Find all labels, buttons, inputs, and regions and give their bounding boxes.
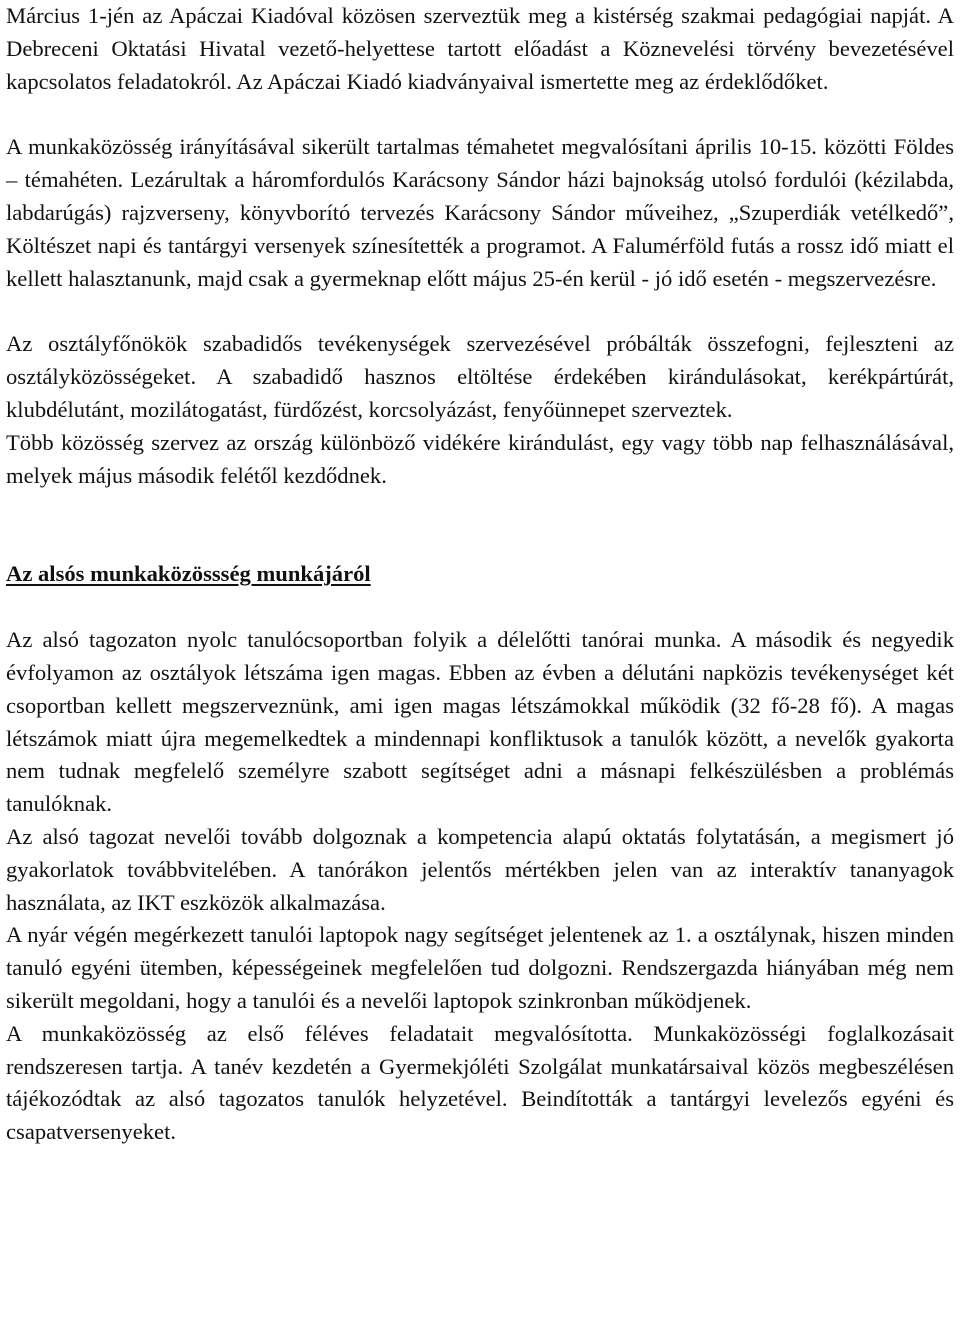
paragraph-student-laptops: A nyár végén megérkezett tanulói laptopok nagy segítséget jelentenek az 1. a osztálynak, hiszen minden tanuló egyéni ütemben, képességeinek megfelelően tud dolgozni. Rendszergazda hiányában még nem sikerült megoldani, hogy a tanulói és a nevelői laptopok szinkronban működjenek. [6,922,954,1013]
paragraph-lower-grades-work: Az alsó tagozaton nyolc tanulócsoportban folyik a délelőtti tanórai munka. A második és negyedik évfolyamon az osztályok létszáma igen magas. Ebben az évben a délutáni napközis tevékenységet két csoportban kellett megszerveznünk, ami igen magas létszámokkal működik (32 fő-28 fő). A magas létszámok miatt újra megemelkedtek a mindennapi konfliktusok a tanulók között, a nevelők gyakorta nem tudnak megfelelő személyre szabott segítséget adni a másnapi felkészülésben a problémás tanulóknak. [6,627,954,817]
paragraph-semester-tasks: A munkaközösség az első féléves feladatait megvalósította. Munkaközösségi foglalkozásait rendszeresen tartja. A tanév kezdetén a Gyermekjóléti Szolgálat munkatársaival közös megbeszélésen tájékozódtak az alsó tagozatos tanulók helyzetével. Beindították a tantárgyi levelezős egyéni és csapatversenyeket. [6,1020,954,1145]
paragraph-class-teachers: Az osztályfőnökök szabadidős tevékenységek szervezésével próbálták összefogni, fejleszteni az osztályközösségeket. A szabadidő hasznos eltöltése érdekében kirándulásokat, kerékpártúrát, klubdélutánt, mozilátogatást, fürdőzést, korcsolyázást, fenyőünnepet szerveztek. [6,331,954,422]
section-heading-lower-grades: Az alsós munkaközössség munkájáról [6,561,371,587]
paragraph-theme-week: A munkaközösség irányításával sikerült tartalmas témahetet megvalósítani április 10-15. közötti Földes – témahéten. Lezárultak a háromfordulós Karácsony Sándor házi bajnokság utolsó fordulói (kézilabda, labdarúgás) rajzverseny, könyvborító tervezés Karácsony Sándor műveihez, „Szuperdiák vetélkedő”, Költészet napi és tantárgyi versenyek színesítették a programot. A Falumérföld futás a rossz idő miatt el kellett halasztanunk, majd csak a gyermeknap előtt május 25-én kerül - jó idő esetén - megszervezésre. [6,134,954,291]
paragraph-excursions: Több közösség szervez az ország különböző vidékére kirándulást, egy vagy több nap felhasználásával, melyek május második felétől kezdődnek. [6,429,954,488]
paragraph-competency-teaching: Az alsó tagozat nevelői tovább dolgoznak a kompetencia alapú oktatás folytatásán, a megismert jó gyakorlatok továbbvitelében. A tanórákon jelentős mértékben jelen van az interaktív tananyagok használata, az IKT eszközök alkalmazása. [6,823,954,915]
document-page [6,0,954,1149]
paragraph-pedagogical-day: Március 1-jén az Apáczai Kiadóval közösen szerveztük meg a kistérség szakmai pedagógiai napját. A Debreceni Oktatási Hivatal vezető-helyettese tartott előadást a Köznevelési törvény bevezetésével kapcsolatos feladatokról. Az Apáczai Kiadó kiadványaival ismertette meg az érdeklődőket. [6,3,954,94]
